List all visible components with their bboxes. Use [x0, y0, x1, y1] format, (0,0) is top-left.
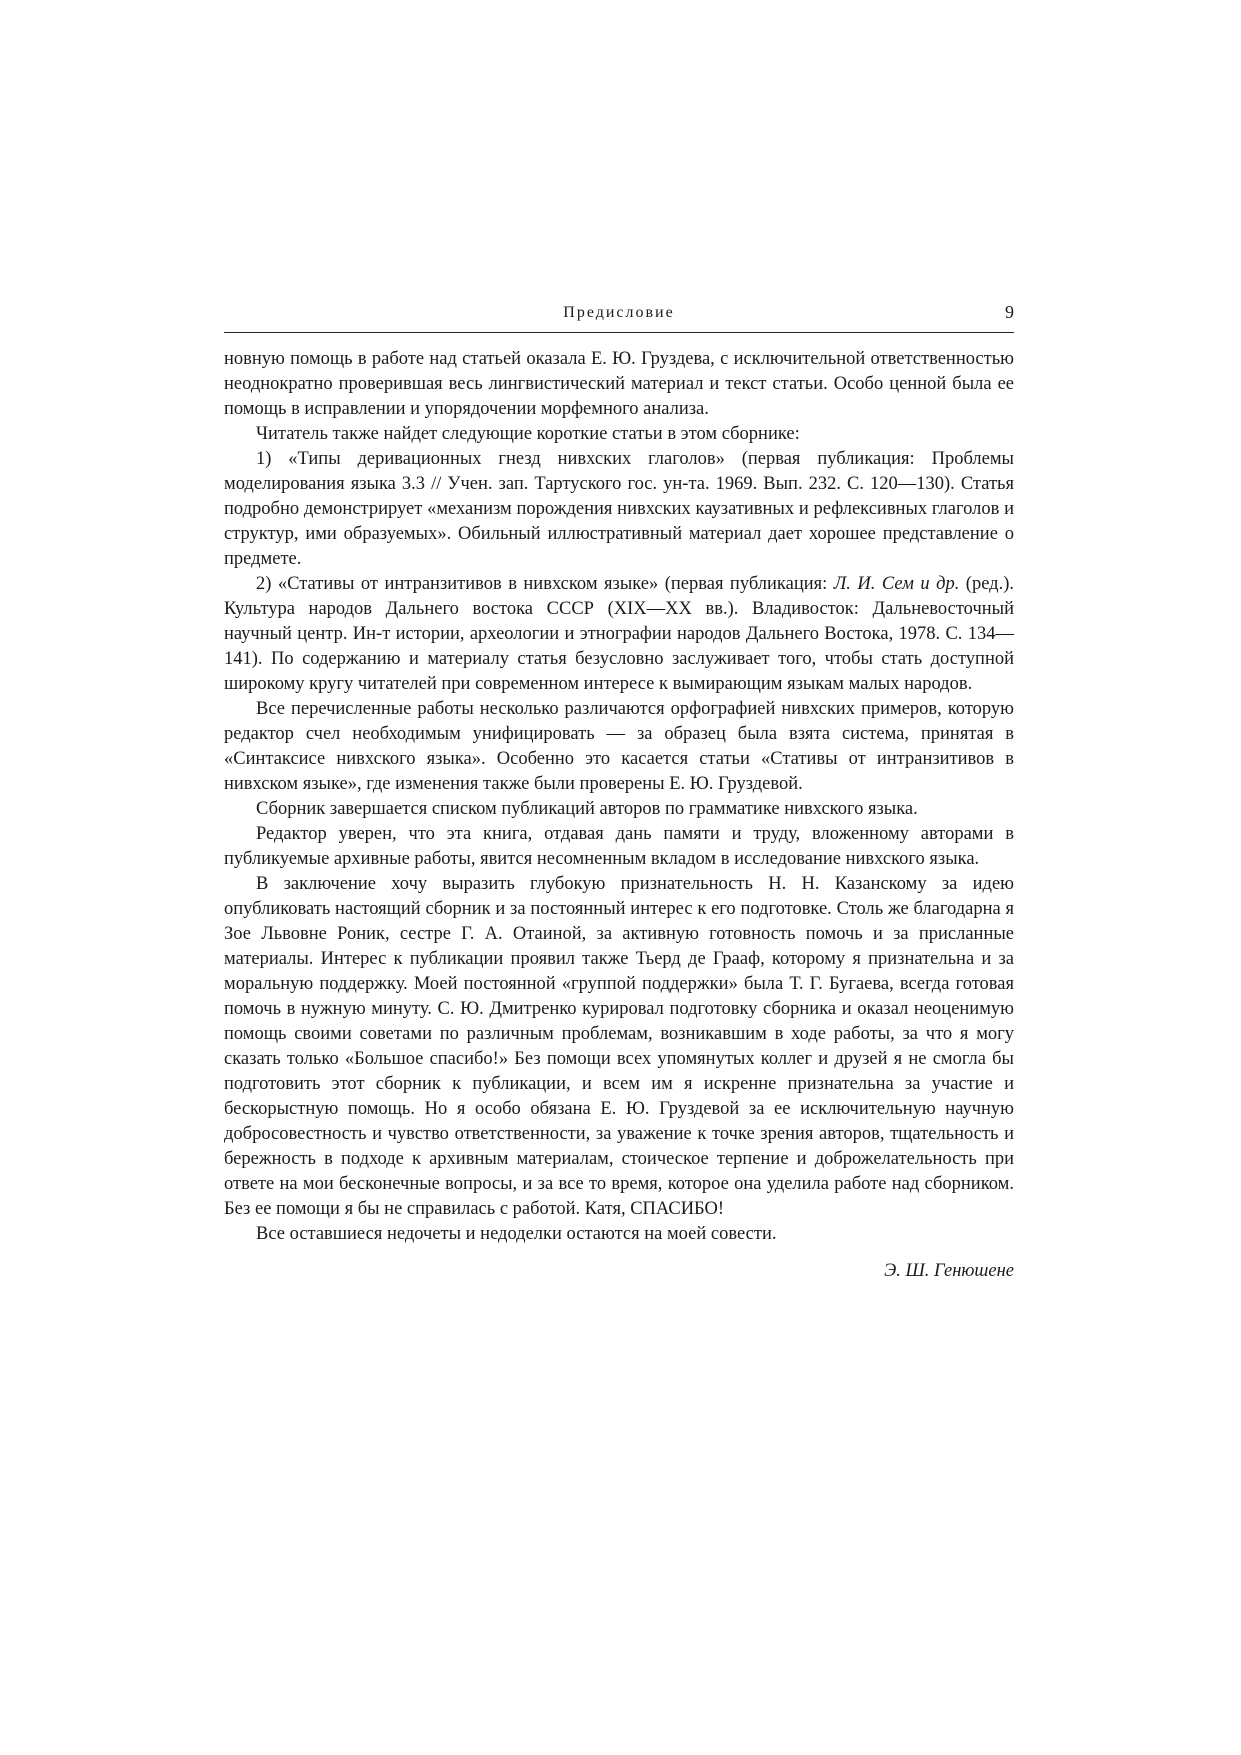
text-body	[224, 347, 1014, 1284]
paragraph: Редактор уверен, что эта книга, отдавая дань памяти и труду, вложенному авторами в публикуемые архивные работы, явится несомненным вкладом в исследование нивхского языка.	[224, 824, 1014, 869]
running-title: Предисловие	[563, 304, 675, 321]
paragraph: Сборник завершается списком публикаций авторов по грамматике нивхского языка.	[256, 799, 918, 819]
paragraph	[224, 572, 1014, 697]
page-number: 9	[1005, 302, 1014, 322]
author-signature: Э. Ш. Генюшене	[884, 1261, 1014, 1281]
paragraph: Все оставшиеся недочеты и недоделки остаются на моей совести.	[256, 1224, 777, 1244]
paragraph: В заключение хочу выразить глубокую признательность Н. Н. Казанскому за идею опубликовать настоящий сборник и за постоянный интерес к его подготовке. Столь же благодарна я Зое Львовне Роник, сестре Г. А. Отаиной, за активную готовность помочь и за присланные материалы. Интерес к публикации проявил также Тьерд де Грааф, которому я признательна и за моральную поддержку. Моей постоянной «группой поддержки» была Т. Г. Бугаева, всегда готовая помочь в нужную минуту. С. Ю. Дмитренко курировал подготовку сборника и оказал неоценимую помощь своими советами по различным проблемам, возникавшим в ходе работы, за что я могу сказать только «Большое спасибо!» Без помощи всех упомянутых коллег и друзей я не смогла бы подготовить этот сборник к публикации, и всем им я искренне признательна за участие и бескорыстную помощь. Но я особо обязана Е. Ю. Груздевой за ее исключительную научную добросовестность и чувство ответственности, за уважение к точке зрения авторов, тщательность и бережность в подходе к архивным материалам, стоическое терпение и доброжелательность при ответе на мои бесконечные вопросы, и за все то время, которое она уделила работе над сборником. Без ее помощи я бы не справилась с работой. Катя, СПАСИБО!	[224, 874, 1014, 1219]
paragraph: 1) «Типы деривационных гнезд нивхских глаголов» (первая публикация: Проблемы моделирования языка 3.3 // Учен. зап. Тартуского гос. ун-та. 1969. Вып. 232. С. 120—130). Статья подробно демонстрирует «механизм порождения нивхских каузативных и рефлексивных глаголов и структур, ими образуемых». Обильный иллюстративный материал дает хорошее представление о предмете.	[224, 449, 1014, 569]
paragraph-text: (ред.). Культура народов Дальнего востока СССР (XIX—XX вв.). Владивосток: Дальневосточный научный центр. Ин-т истории, археологии и этнографии народов Дальнего Востока, 1978. С. 134—141). По содержанию и материалу статья безусловно заслуживает того, чтобы стать доступной широкому кругу читателей при современном интересе к вымирающим языкам малых народов.	[224, 574, 1015, 694]
page-header	[224, 300, 1014, 333]
paragraph: Все перечисленные работы несколько различаются орфографией нивхских примеров, которую редактор счел необходимым унифицировать — за образец была взята система, принятая в «Синтаксисе нивхского языка». Особенно это касается статьи «Стативы от интранзитивов в нивхском языке», где изменения также были проверены Е. Ю. Груздевой.	[224, 699, 1014, 794]
paragraph: новную помощь в работе над статьей оказала Е. Ю. Груздева, с исключительной ответственностью неоднократно проверившая весь лингвистический материал и текст статьи. Особо ценной была ее помощь в исправлении и упорядочении морфемного анализа.	[224, 349, 1014, 419]
citation-authors: Л. И. Сем и др.	[833, 574, 960, 594]
paragraph: Читатель также найдет следующие короткие статьи в этом сборнике:	[256, 424, 800, 444]
paragraph-text: 2) «Стативы от интранзитивов в нивхском языке» (первая публикация:	[256, 574, 834, 594]
